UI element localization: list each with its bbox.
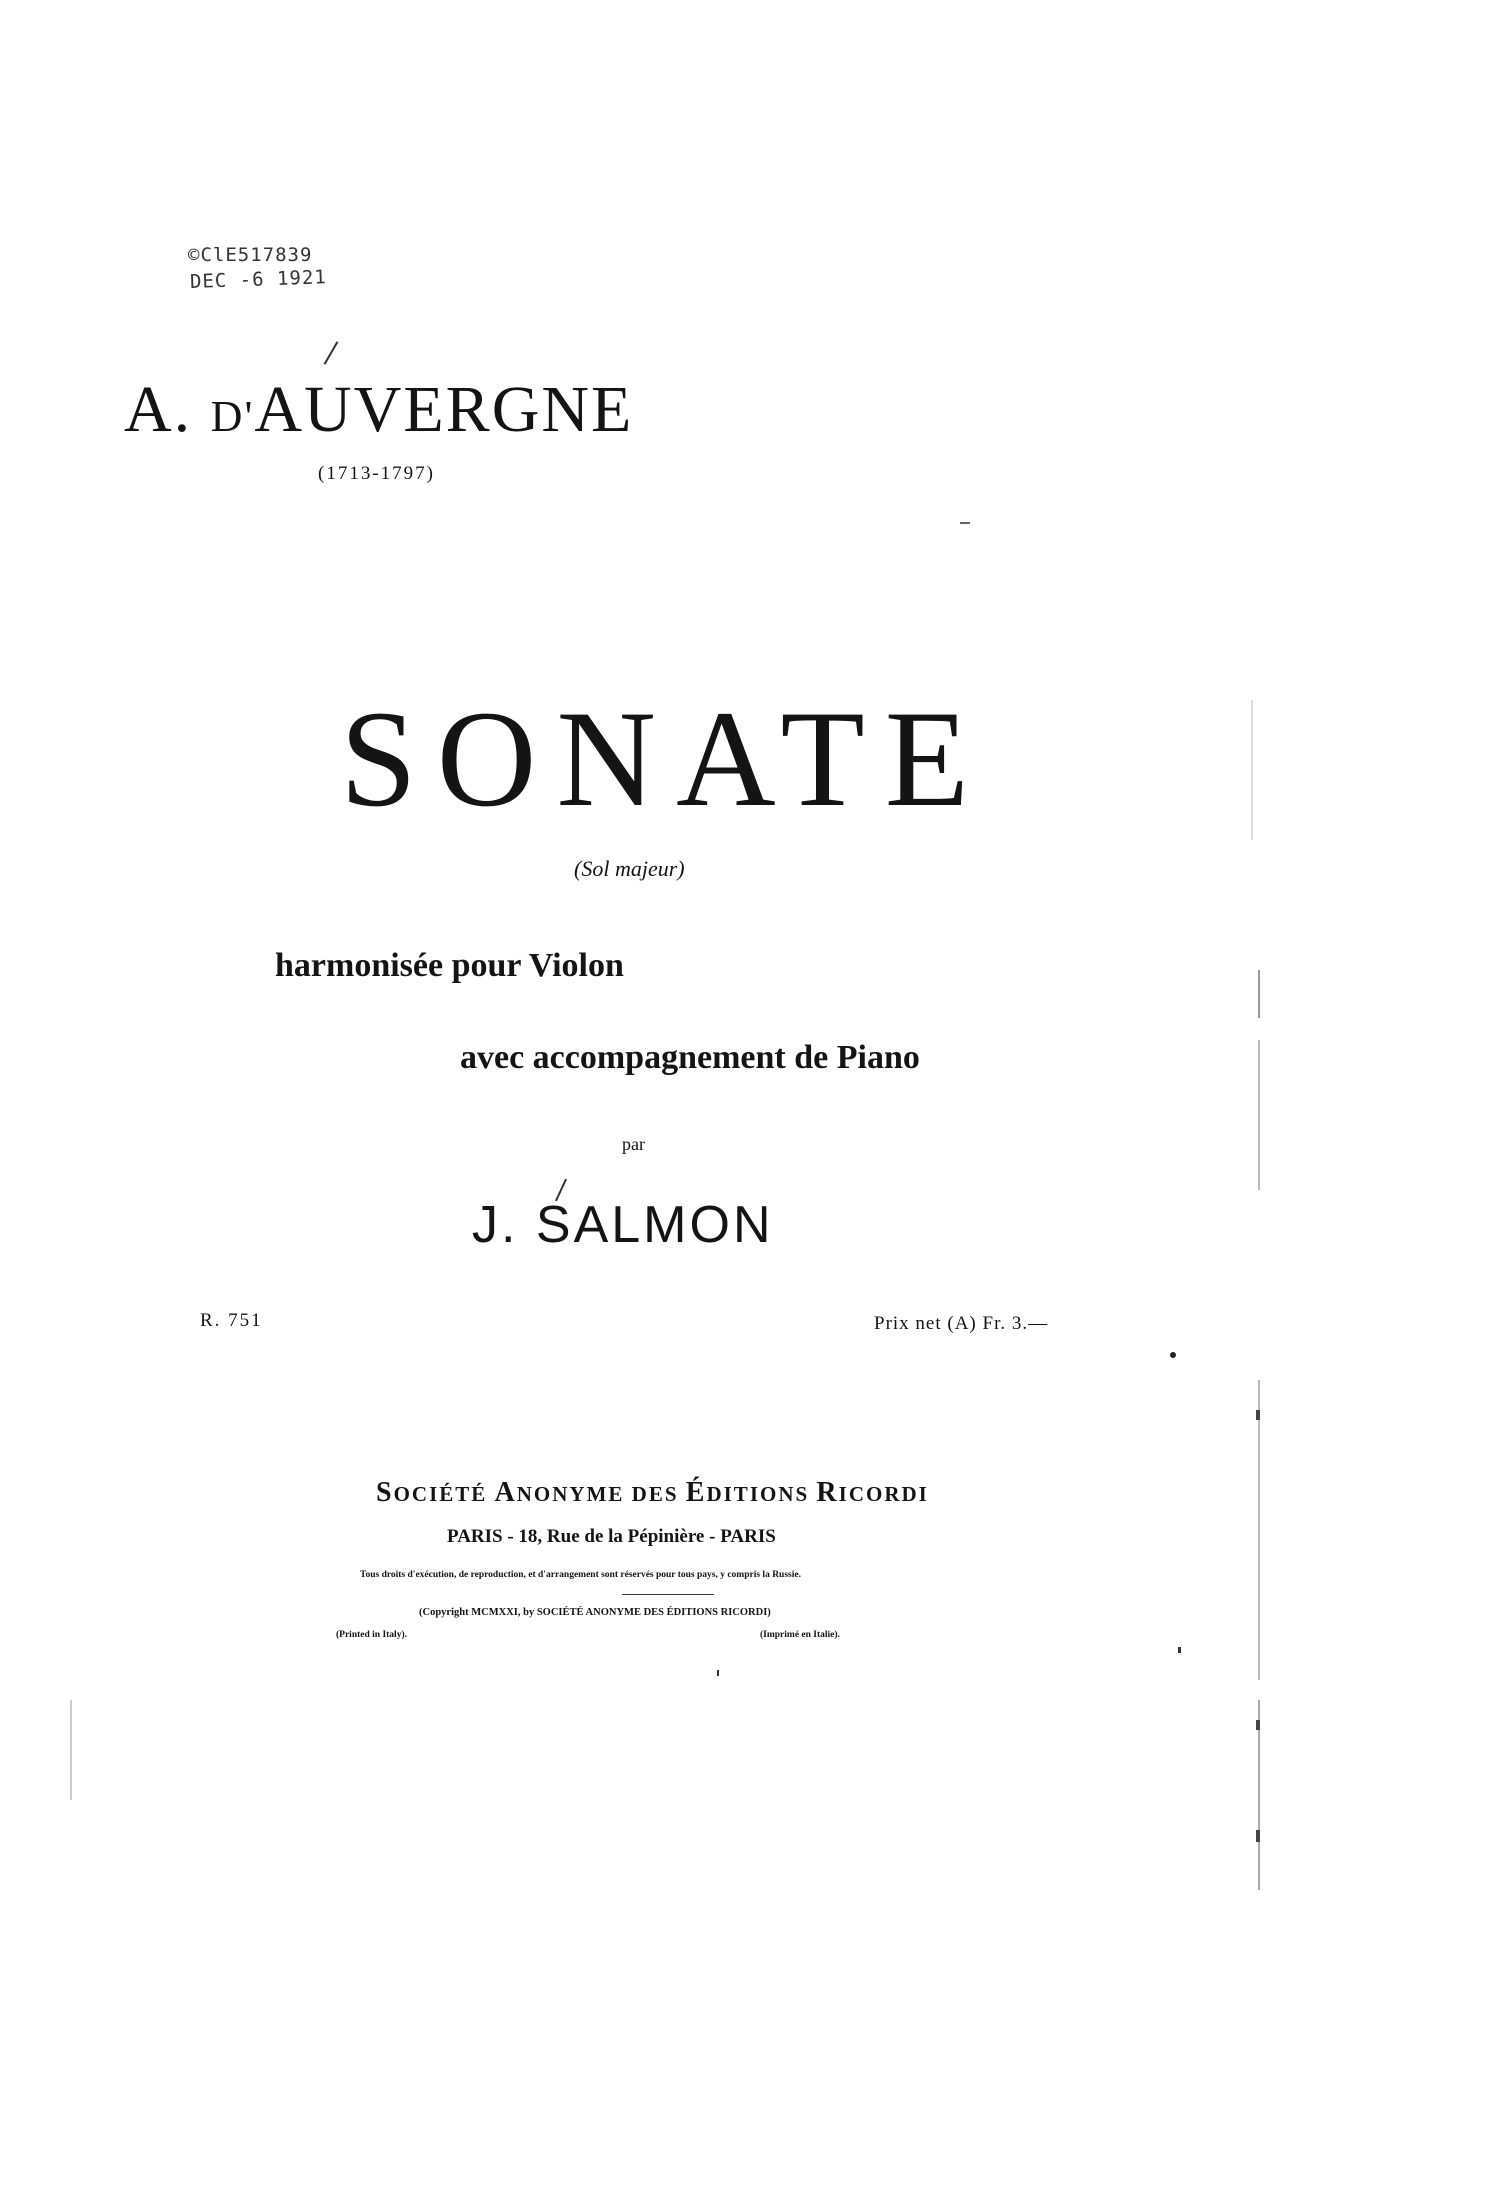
composer-surname: AUVERGNE xyxy=(254,373,634,446)
composer-name xyxy=(124,372,633,448)
work-title: SONATE xyxy=(340,682,990,835)
publisher-letter: A xyxy=(494,1477,517,1508)
printed-in-notice: (Printed in Italy). xyxy=(336,1630,407,1640)
publisher-letter: R xyxy=(816,1477,839,1508)
composer-initial: A. xyxy=(124,373,211,446)
publisher-word: ICORDI xyxy=(838,1482,929,1506)
catalog-number: R. 751 xyxy=(200,1310,263,1331)
accompaniment-line: avec accompagnement de Piano xyxy=(460,1039,920,1076)
copyright-registration-stamp xyxy=(188,242,327,296)
publisher-word: NONYME DES xyxy=(516,1482,686,1506)
price: Prix net (A) Fr. 3.— xyxy=(874,1313,1049,1334)
stamp-date: DEC -6 1921 xyxy=(189,266,328,293)
rights-notice: Tous droits d'exécution, de reproduction, et d'arrangement sont réservés pour tous pays, y compris la Russie. xyxy=(360,1570,801,1580)
publisher-name xyxy=(376,1477,929,1509)
publisher-letter: S xyxy=(376,1477,394,1508)
publisher-word: DITIONS xyxy=(706,1482,817,1506)
stamp-registration-number: ©ClE517839 xyxy=(188,244,313,266)
publisher-address: PARIS - 18, Rue de la Pépinière - PARIS xyxy=(447,1526,776,1547)
publisher-letter: É xyxy=(685,1477,707,1508)
by-label: par xyxy=(622,1134,645,1154)
publisher-word: OCIÉTÉ xyxy=(393,1482,495,1506)
divider-rule xyxy=(622,1594,714,1595)
composer-particle: D' xyxy=(210,392,255,441)
instrumentation-line: harmonisée pour Violon xyxy=(275,947,624,984)
work-key: (Sol majeur) xyxy=(574,856,685,881)
arranger-name: J. SALMON xyxy=(472,1196,774,1254)
imprime-notice: (Imprimé en Italie). xyxy=(760,1630,840,1640)
copyright-notice: (Copyright MCMXXI, by SOCIÉTÉ ANONYME DES ÉDITIONS RICORDI) xyxy=(419,1607,771,1618)
composer-dates: (1713-1797) xyxy=(318,463,435,484)
